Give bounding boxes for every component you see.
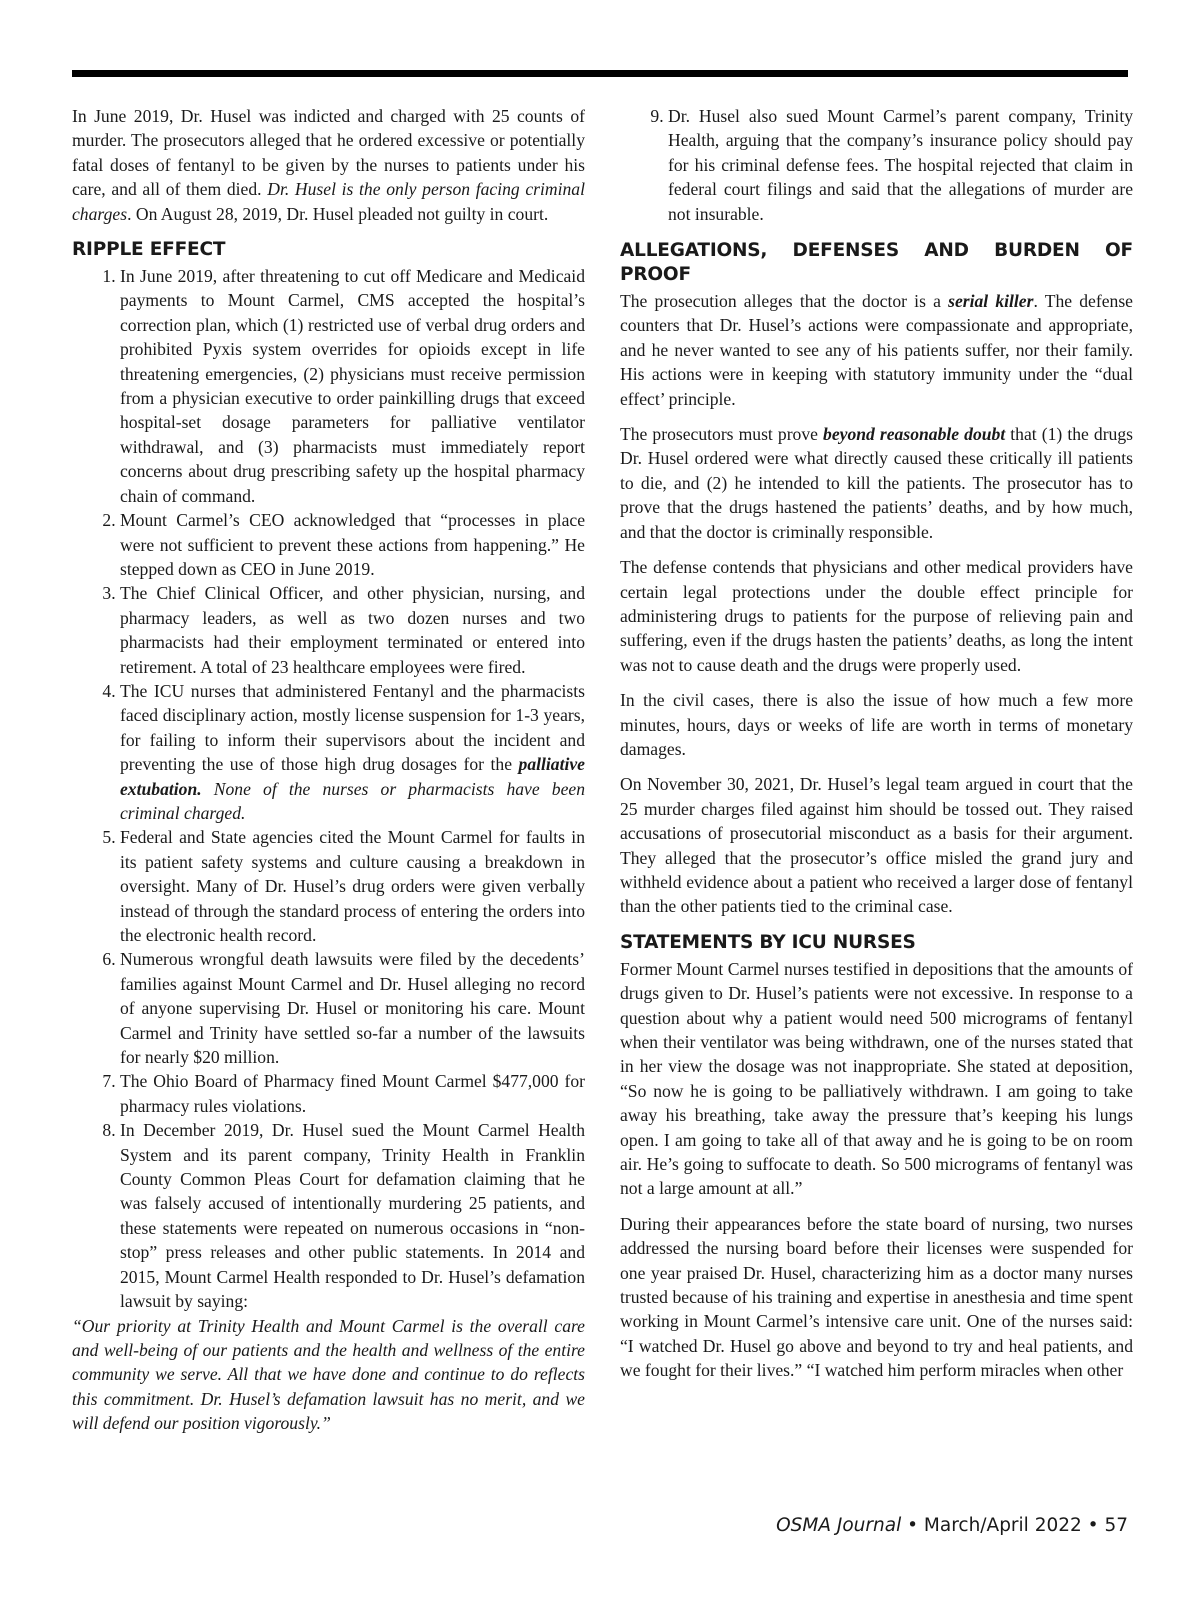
paragraph: The prosecution alleges that the doctor is a serial killer. The defense counters that Dr. Husel’s actions were compassionate and appropriate, and he never wanted to see any of his patients suffer, nor their family. His actions were in keeping with statutory immunity under the “dual effect’ principle.: [620, 291, 1133, 409]
list-item: 8. In December 2019, Dr. Husel sued the Mount Carmel Health System and its parent company, Trinity Health in Franklin County Common Pleas Court for defamation claiming that he was falsely accused of intentionally murdering 25 patients, and these statements were repeated on numerous occasions in “non-stop” press releases and other public statements. In 2014 and 2015, Mount Carmel Health responded to Dr. Husel’s defamation lawsuit by saying:: [120, 1118, 585, 1313]
ripple-effect-heading: RIPPLE EFFECT: [72, 239, 226, 261]
page-footer: [620, 1515, 1128, 1536]
allegations-heading: ALLEGATIONS, DEFENSES AND BURDEN OF PROOF: [620, 240, 1133, 286]
list-item: 9. Dr. Husel also sued Mount Carmel’s parent company, Trinity Health, arguing that the company’s insurance policy should pay for his criminal defense fees. The hospital rejected that claim in federal court filings and said that the allegations of murder are not insurable.: [668, 104, 1133, 226]
paragraph: During their appearances before the state board of nursing, two nurses addressed the nursing board before their licenses were suspended for one year praised Dr. Husel, characterizing him as a doctor many nurses trusted because of his training and expertise in anesthesia and time spent working in Mount Carmel’s intensive care unit. One of the nurses said: “I watched Dr. Husel go above and beyond to try and heal patients, and we fought for their lives.” “I watched him perform miracles when other: [620, 1213, 1133, 1381]
paragraph: On November 30, 2021, Dr. Husel’s legal team argued in court that the 25 murder charges filed against him should be tossed out. They raised accusations of prosecutorial misconduct as a basis for their argument. They alleged that the prosecutor’s office misled the grand jury and withheld evidence about a patient who received a larger dose of fentanyl than the other patients tied to the criminal case.: [620, 774, 1133, 917]
left-column: [72, 104, 585, 1447]
paragraph: Former Mount Carmel nurses testified in depositions that the amounts of drugs given to Dr. Husel’s patients were not excessive. In response to a question about why a patient would need 500 micrograms of fentanyl when their ventilator was being withdrawn, one of the nurses stated that in her view the dosage was not inappropriate. She stated at deposition, “So now he is going to be palliatively withdrawn. I am going to take away his breathing, take away the pressure that’s keeping his lungs open. I am going to take all of that away and he is going to be on room air. He’s going to suffocate to death. So 500 micrograms of fentanyl was not a large amount at all.”: [620, 958, 1133, 1199]
list-item: 1. In June 2019, after threatening to cut off Medicare and Medicaid payments to Mount Carmel, CMS accepted the hospital’s correction plan, which (1) restricted use of verbal drug orders and prohibited Pyxis system overrides for opioids except in life threatening emergencies, (2) physicians must receive permission from a physician executive to order painkilling drugs that exceed hospital-set dosage parameters for palliative ventilator withdrawal, and (3) pharmacists must immediately report concerns about drug prescribing safety up the hospital pharmacy chain of command.: [120, 264, 585, 508]
journal-name: OSMA Journal: [776, 1515, 902, 1536]
ripple-effect-list: [72, 264, 585, 1313]
block-quote: “Our priority at Trinity Health and Mount Carmel is the overall care and well-being of our patients and the health and wellness of the entire community we serve. All that we have done and continue to do reflects this commitment. Dr. Husel’s defamation lawsuit has no merit, and we will defend our position vigorously.”: [72, 1315, 585, 1434]
right-column: [620, 104, 1133, 1394]
top-rule: [72, 70, 1128, 77]
ripple-effect-list-continued: [620, 104, 1133, 226]
intro-emphasis: Dr. Husel is the only person facing criminal charges: [72, 179, 585, 224]
paragraph: The defense contends that physicians and other medical providers have certain legal protections under the double effect principle for administering drugs to patients for the purpose of relieving pain and suffering, even if the drugs hasten the patients’ deaths, as long the intent was not to cause death and the drugs were properly used.: [620, 557, 1133, 675]
list-item: 3. The Chief Clinical Officer, and other physician, nursing, and pharmacy leaders, as well as two dozen nurses and two pharmacists had their employment terminated or entered into retirement. A total of 23 healthcare employees were fired.: [120, 581, 585, 679]
list-item: 2. Mount Carmel’s CEO acknowledged that “processes in place were not sufficient to prevent these actions from happening.” He stepped down as CEO in June 2019.: [120, 508, 585, 581]
paragraph: In the civil cases, there is also the issue of how much a few more minutes, hours, days or weeks of life are worth in terms of monetary damages.: [620, 690, 1133, 759]
list-item: 5. Federal and State agencies cited the Mount Carmel for faults in its patient safety systems and culture causing a breakdown in oversight. Many of Dr. Husel’s drug orders were given verbally instead of through the standard process of entering the orders into the electronic health record.: [120, 825, 585, 947]
icu-nurses-heading: STATEMENTS BY ICU NURSES: [620, 931, 916, 953]
list-item: 7. The Ohio Board of Pharmacy fined Mount Carmel $477,000 for pharmacy rules violations.: [120, 1069, 585, 1118]
issue-and-page: • March/April 2022 • 57: [901, 1515, 1128, 1536]
list-item: 6. Numerous wrongful death lawsuits were filed by the decedents’ families against Mount Carmel and Dr. Husel alleging no record of anyone supervising Dr. Husel or monitoring his care. Mount Carmel and Trinity have settled so-far a number of the lawsuits for nearly $20 million.: [120, 947, 585, 1069]
list-item: 4. The ICU nurses that administered Fentanyl and the pharmacists faced disciplinary action, mostly license suspension for 1-3 years, for failing to inform their supervisors about the incident and preventing the use of those high drug dosages for the palliative extubation. None of the nurses or pharmacists have been criminal charged.: [120, 679, 585, 825]
intro-paragraph: In June 2019, Dr. Husel was indicted and charged with 25 counts of murder. The prosecutors alleged that he ordered excessive or potentially fatal doses of fentanyl to be given by the nurses to patients under his care, and all of them died. Dr. Husel is the only person facing criminal charges. On August 28, 2019, Dr. Husel pleaded not guilty in court.: [72, 106, 585, 224]
paragraph: The prosecutors must prove beyond reasonable doubt that (1) the drugs Dr. Husel ordered were what directly caused these critically ill patients to die, and (2) he intended to kill the patients. The prosecutor has to prove that the drugs hastened the patients’ deaths, and by how much, and that the doctor is criminally responsible.: [620, 424, 1133, 542]
